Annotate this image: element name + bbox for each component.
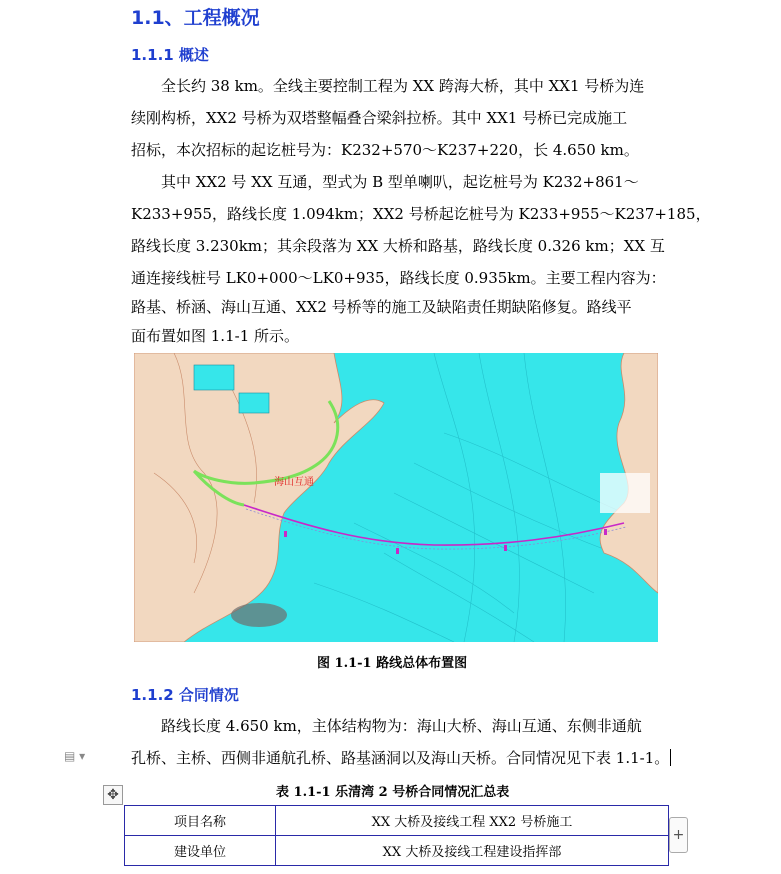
contract-line: 路线长度 4.650 km，主体结构物为：海山大桥、海山互通、东侧非通航 [131, 717, 642, 735]
overview-heading: 1.1.1 概述 [131, 46, 209, 64]
contract-table [124, 805, 669, 866]
table-cell-label[interactable]: 建设单位 [125, 836, 276, 866]
overview-line: 其中 XX2 号 XX 互通，型式为 B 型单喇叭，起讫桩号为 K232+861～ [131, 173, 639, 191]
table-row [125, 806, 669, 836]
overview-line: 面布置如图 1.1-1 所示。 [131, 327, 300, 345]
overview-line: 路线长度 3.230km；其余段落为 XX 大桥和路基，路线长度 0.326 km；XX 互 [131, 237, 665, 255]
table-cell-value[interactable]: XX 大桥及接线工程建设指挥部 [276, 836, 669, 866]
route-layout-map [134, 353, 658, 642]
overview-line: K233+955，路线长度 1.094km；XX2 号桥起讫桩号为 K233+955～K237+185， [131, 205, 711, 223]
table-caption: 表 1.1-1 乐清湾 2 号桥合同情况汇总表 [276, 785, 510, 800]
contract-line[interactable] [131, 748, 671, 768]
contract-heading: 1.1.2 合同情况 [131, 686, 239, 704]
overview-line: 招标，本次招标的起讫桩号为：K232+570～K237+220，长 4.650 km。 [131, 141, 639, 159]
table-row [125, 836, 669, 866]
overview-line: 续刚构桥，XX2 号桥为双塔整幅叠合梁斜拉桥。其中 XX1 号桥已完成施工 [131, 109, 628, 127]
section-title: 1.1、工程概况 [131, 7, 260, 29]
overview-line: 通连接线桩号 LK0+000～LK0+935，路线长度 0.935km。主要工程内容为： [131, 269, 666, 287]
text-cursor [670, 749, 671, 766]
figure-caption: 图 1.1-1 路线总体布置图 [317, 656, 468, 671]
move-icon[interactable]: ✥ [103, 785, 123, 805]
clipboard-icon[interactable]: ▤ ▾ [64, 749, 86, 763]
overview-line: 路基、桥涵、海山互通、XX2 号桥等的施工及缺陷责任期缺陷修复。路线平 [131, 298, 632, 316]
plus-icon[interactable]: + [669, 817, 688, 853]
contract-line-text: 孔桥、主桥、西侧非通航孔桥、路基涵洞以及海山天桥。合同情况见下表 1.1-1。 [131, 749, 670, 767]
map-label: 海山互通 [274, 477, 314, 488]
table-cell-label[interactable]: 项目名称 [125, 806, 276, 836]
table-cell-value[interactable]: XX 大桥及接线工程 XX2 号桥施工 [276, 806, 669, 836]
overview-line: 全长约 38 km。全线主要控制工程为 XX 跨海大桥，其中 XX1 号桥为连 [131, 77, 645, 95]
